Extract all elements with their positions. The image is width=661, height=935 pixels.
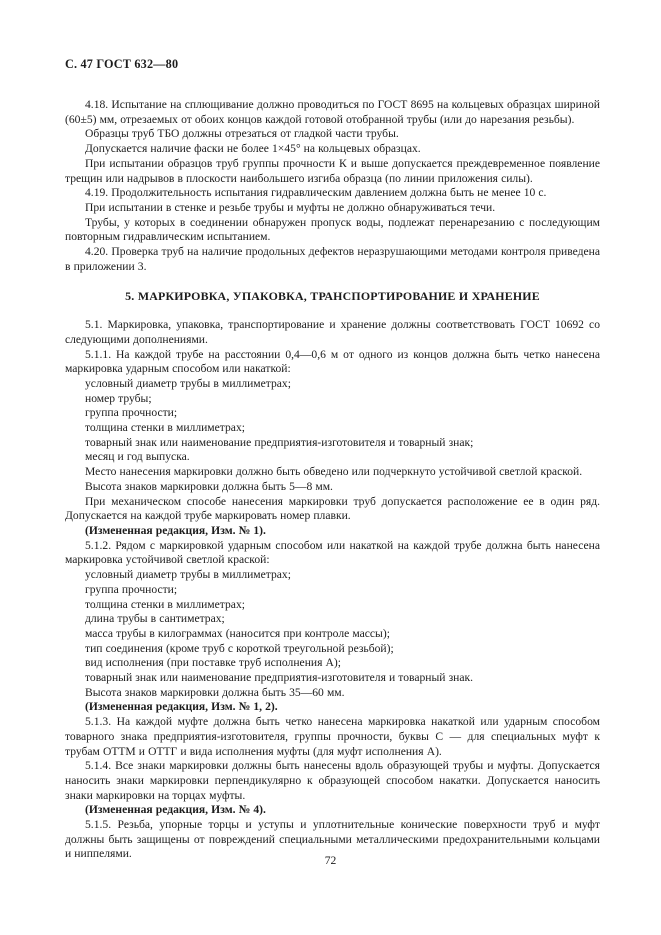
paragraph: Допускается наличие фаски не более 1×45° на кольцевых образцах.: [85, 142, 421, 156]
paragraph: Высота знаков маркировки должна быть 35—60 мм.: [85, 685, 345, 699]
paragraph: 5.1.5. Резьба, упорные торцы и уступы и уплотнительные конические поверхности труб и муфт должны быть защищены от повреждений специальными металлическими предохранительными кольцами и ниппелями.: [65, 818, 600, 861]
paragraph: При испытании в стенке и резьбе трубы и муфты не должно обнаруживаться течи.: [85, 200, 496, 214]
paragraph: (Измененная редакция, Изм. № 4).: [85, 803, 266, 817]
paragraph: масса трубы в килограммах (наносится при контроле массы);: [85, 626, 390, 640]
paragraph: (Измененная редакция, Изм. № 1, 2).: [85, 700, 278, 714]
paragraph: группа прочности;: [85, 582, 178, 596]
paragraph: 5.1.2. Рядом с маркировкой ударным способом или накаткой на каждой трубе должна быть нанесена маркировка устойчивой светлой краской:: [65, 538, 600, 567]
paragraph: длина трубы в сантиметрах;: [85, 612, 225, 626]
paragraph: При механическом способе нанесения маркировки труб допускается расположение ее в один ряд. Допускается на каждой трубе маркировать номер плавки.: [65, 494, 600, 523]
paragraph: 5.1.3. На каждой муфте должна быть четко нанесена маркировка накаткой или ударным способом товарного знака предприятия-изготовителя, группы прочности, буквы С — для специальных муфт к трубам ОТТМ и ОТТГ и вида исполнения муфты (для муфт исполнения А).: [65, 715, 600, 758]
section-heading: 5. МАРКИРОВКА, УПАКОВКА, ТРАНСПОРТИРОВАНИЕ И ХРАНЕНИЕ: [125, 289, 540, 304]
paragraph: 4.18. Испытание на сплющивание должно проводиться по ГОСТ 8695 на кольцевых образцах шириной (60±5) мм, отрезаемых от обоих концов каждой готовой отобранной трубы (или до нарезания резьбы).: [65, 98, 600, 126]
paragraph: тип соединения (кроме труб с короткой треугольной резьбой);: [85, 641, 394, 655]
paragraph: 5.1.1. На каждой трубе на расстоянии 0,4—0,6 м от одного из концов должна быть четко нанесена маркировка ударным способом или накаткой:: [65, 347, 600, 376]
paragraph: условный диаметр трубы в миллиметрах;: [85, 376, 291, 390]
paragraph: 4.20. Проверка труб на наличие продольных дефектов неразрушающими методами контроля приведена в приложении 3.: [65, 245, 600, 273]
paragraph: толщина стенки в миллиметрах;: [85, 421, 245, 435]
paragraph: При испытании образцов труб группы прочности К и выше допускается преждевременное появление трещин или надрывов в плоскости наибольшего изгиба образца (по линии приложения силы).: [65, 156, 600, 185]
page-number: 72: [324, 854, 337, 867]
paragraph: толщина стенки в миллиметрах;: [85, 597, 245, 611]
paragraph: товарный знак или наименование предприятия-изготовителя и товарный знак;: [85, 435, 474, 449]
paragraph: 4.19. Продолжительность испытания гидравлическим давлением должна быть не менее 10 с.: [85, 186, 547, 200]
document-body: [65, 98, 600, 862]
paragraph: 5.1.4. Все знаки маркировки должны быть нанесены вдоль образующей трубы и муфты. Допускается наносить знаки маркировки перпендикулярно к образующей способом накатки. Допускается наносить знаки маркировки на торцах муфты.: [65, 759, 600, 802]
paragraph: вид исполнения (при поставке труб исполнения А);: [85, 656, 341, 670]
paragraph: (Измененная редакция, Изм. № 1).: [85, 523, 266, 537]
paragraph: номер трубы;: [85, 391, 152, 405]
paragraph: условный диаметр трубы в миллиметрах;: [85, 568, 291, 582]
paragraph: Высота знаков маркировки должна быть 5—8 мм.: [85, 479, 333, 493]
page-header: С. 47 ГОСТ 632—80: [65, 57, 179, 71]
paragraph: Место нанесения маркировки должно быть обведено или подчеркнуто устойчивой светлой краской.: [85, 465, 583, 479]
paragraph: месяц и год выпуска.: [85, 450, 190, 464]
paragraph: Образцы труб ТБО должны отрезаться от гладкой части трубы.: [85, 127, 399, 141]
paragraph: Трубы, у которых в соединении обнаружен пропуск воды, подлежат перенарезанию с последующим повторным гидравлическим испытанием.: [65, 215, 600, 244]
paragraph: товарный знак или наименование предприятия-изготовителя и товарный знак.: [85, 671, 474, 685]
paragraph: 5.1. Маркировка, упаковка, транспортирование и хранение должны соответствовать ГОСТ 10692 со следующими дополнениями.: [65, 318, 600, 346]
paragraph: группа прочности;: [85, 406, 178, 420]
